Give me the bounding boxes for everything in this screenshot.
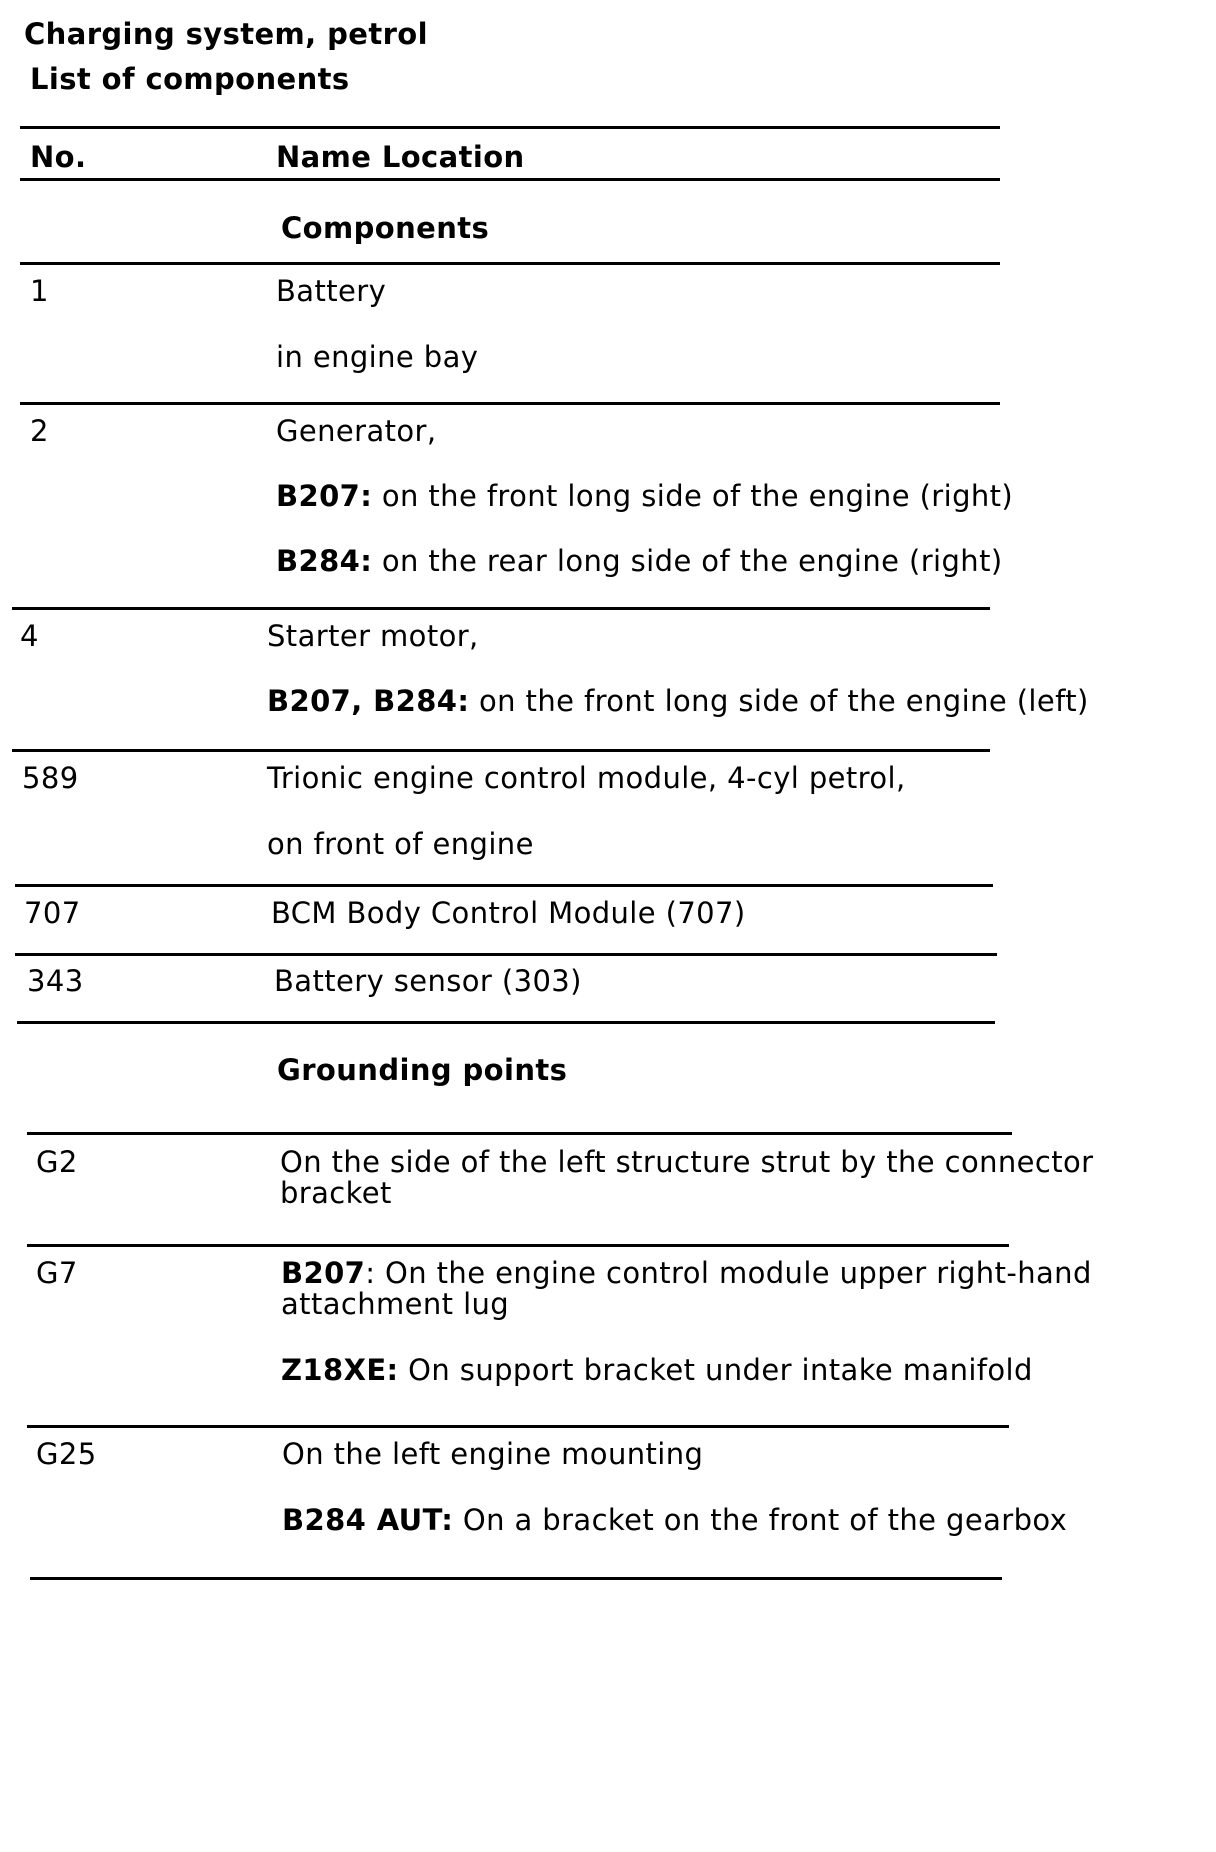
row-g7-no: G7	[36, 1256, 78, 1290]
row-divider	[27, 1425, 1009, 1428]
location-label: B207:	[276, 479, 373, 513]
page-title: Charging system, petrol	[24, 17, 428, 51]
row-divider	[27, 1244, 1009, 1247]
row-divider	[12, 749, 990, 752]
row-g7-entry-2	[281, 1352, 1033, 1388]
row-g7-entry-1-cont: attachment lug	[281, 1287, 510, 1321]
row-343-no: 343	[27, 964, 84, 998]
location-text: on the front long side of the engine (left)	[469, 684, 1089, 718]
header-name-location: Name Location	[276, 140, 525, 174]
location-text: on the front long side of the engine (right)	[372, 479, 1014, 513]
row-g25-entry-1	[282, 1502, 1067, 1538]
row-4-no: 4	[20, 619, 39, 653]
row-2-location-1	[276, 478, 1013, 514]
row-707-name: BCM Body Control Module (707)	[271, 896, 746, 930]
section-components: Components	[281, 211, 490, 245]
header-no: No.	[30, 140, 87, 174]
row-g25-line: On the left engine mounting	[282, 1437, 704, 1471]
location-text: : On the engine control module upper right-hand	[365, 1256, 1092, 1290]
row-589-name: Trionic engine control module, 4-cyl petrol,	[267, 761, 906, 795]
page-subtitle: List of components	[30, 62, 350, 96]
row-g2-line-1: On the side of the left structure strut by the connector	[280, 1145, 1094, 1179]
location-text: On support bracket under intake manifold	[398, 1353, 1033, 1387]
row-589-location: on front of engine	[267, 827, 534, 861]
row-1-no: 1	[30, 274, 49, 308]
row-divider	[20, 402, 1000, 405]
row-divider	[17, 1021, 995, 1024]
location-label: B284 AUT:	[282, 1503, 454, 1537]
location-label: Z18XE:	[281, 1353, 399, 1387]
row-343-name: Battery sensor (303)	[274, 964, 582, 998]
row-2-name: Generator,	[276, 414, 437, 448]
location-text: On a bracket on the front of the gearbox	[453, 1503, 1068, 1537]
row-2-no: 2	[30, 414, 49, 448]
row-g25-no: G25	[36, 1437, 97, 1471]
row-1-name: Battery	[276, 274, 387, 308]
location-label: B207, B284:	[267, 684, 470, 718]
row-g2-line-2: bracket	[280, 1176, 392, 1210]
header-bottom-rule	[20, 178, 1000, 181]
location-text: on the rear long side of the engine (right)	[372, 544, 1003, 578]
section-grounding-points: Grounding points	[277, 1053, 568, 1087]
row-707-no: 707	[24, 896, 81, 930]
location-label: B207	[281, 1256, 366, 1290]
location-label: B284:	[276, 544, 373, 578]
row-divider	[12, 607, 990, 610]
row-divider	[27, 1132, 1012, 1135]
row-divider	[20, 262, 1000, 265]
table-bottom-rule	[30, 1577, 1002, 1580]
row-divider	[15, 953, 997, 956]
row-g2-no: G2	[36, 1145, 78, 1179]
row-4-location-1	[267, 683, 1089, 719]
row-1-location: in engine bay	[276, 340, 479, 374]
row-589-no: 589	[22, 761, 79, 795]
row-divider	[15, 884, 993, 887]
table-top-rule	[20, 126, 1000, 129]
row-4-name: Starter motor,	[267, 619, 479, 653]
row-2-location-2	[276, 543, 1003, 579]
